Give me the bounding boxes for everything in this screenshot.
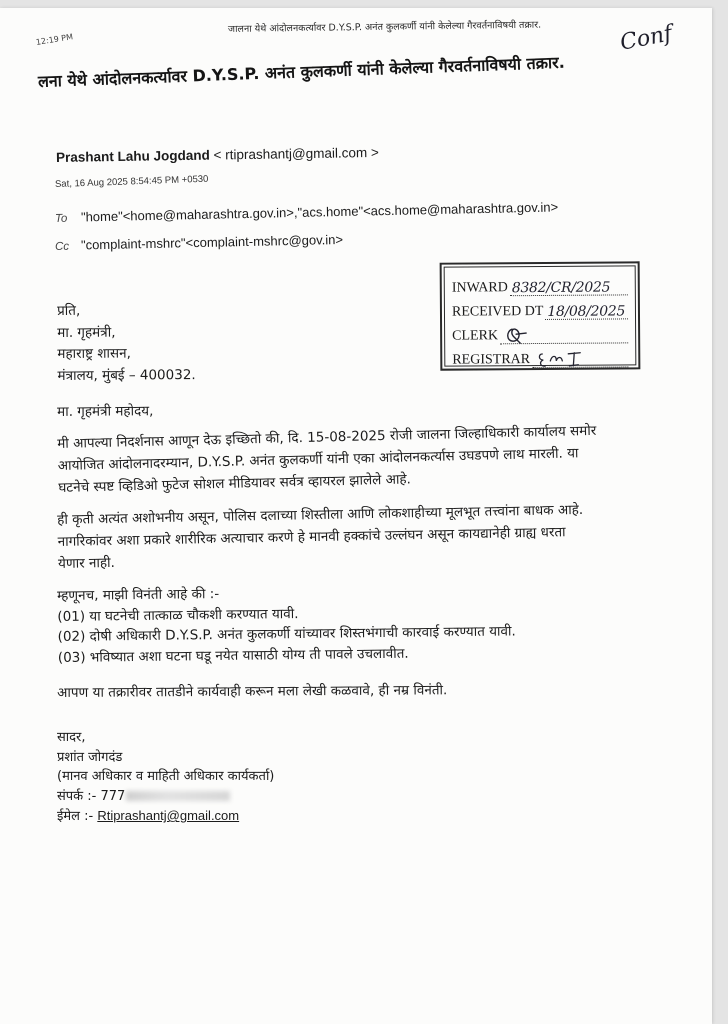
signoff-email-label: ईमेल :- bbox=[57, 809, 98, 824]
address-line: मा. गृहमंत्री, bbox=[57, 324, 116, 341]
to-label: To bbox=[54, 212, 68, 225]
stamp-clerk-label: CLERK bbox=[452, 328, 499, 344]
handwritten-note: Conf bbox=[618, 21, 675, 56]
paragraph-violation bbox=[57, 496, 686, 574]
signoff-email: Rtiprashantj@gmail.com bbox=[97, 808, 240, 823]
address-line: महाराष्ट्र शासन, bbox=[57, 345, 131, 362]
print-timestamp: 12:19 PM bbox=[35, 32, 74, 47]
address-line: प्रति, bbox=[57, 302, 81, 319]
letter-body bbox=[57, 301, 685, 827]
cc-label: Cc bbox=[54, 240, 70, 253]
signoff-contact-row bbox=[57, 787, 685, 807]
cc-recipients: "complaint-mshrc"<complaint-mshrc@gov.in> bbox=[80, 231, 344, 253]
recipient-address bbox=[57, 297, 686, 387]
signoff-contact: संपर्क :- 777 bbox=[57, 788, 126, 804]
paragraph-line: मी आपल्या निदर्शनास आणून देऊ इच्छितो की, दि. 15-08-2025 रोजी जालना जिल्हाधिकारी कार्यालय समोर bbox=[57, 422, 597, 452]
signoff-email-row bbox=[57, 806, 685, 827]
stamp-registrar-label: REGISTRAR bbox=[452, 352, 531, 368]
stamp-inward-label: INWARD bbox=[451, 280, 508, 296]
paragraph-line: येणार नाही. bbox=[57, 554, 116, 572]
paragraph-line: नागरिकांवर अशा प्रकारे शारीरिक अत्याचार करणे हे मानवी हक्कांचे उल्लंघन असून कायद्यानेही ग्राह्य धरता bbox=[57, 523, 566, 550]
stamp-inward-field bbox=[510, 279, 628, 296]
signoff-greeting: सादर, bbox=[57, 730, 86, 745]
request-item: (01) या घटनेची तात्काळ चौकशी करण्यात यावी. bbox=[57, 605, 299, 624]
to-recipients: "home"<home@maharashtra.gov.in>,"acs.home"<acs.home@maharashtra.gov.in> bbox=[80, 199, 559, 225]
print-running-title: जालना येथे आंदोलनकर्त्यावर D.Y.S.P. अनंत कुलकर्णी यांनी केलेल्या गैरवर्तनाविषयी तक्रार. bbox=[227, 19, 542, 35]
stamp-received-label: RECEIVED DT bbox=[451, 303, 544, 320]
request-intro: म्हणूनच, माझी विनंती आहे की :- bbox=[57, 585, 220, 604]
email-subject: लना येथे आंदोलनकर्त्यावर D.Y.S.P. अनंत कुलकर्णी यांनी केलेल्या गैरवर्तनाविषयी तक्रार. bbox=[37, 52, 566, 91]
paragraph-incident bbox=[57, 417, 686, 498]
address-line: मंत्रालय, मुंबई – 400032. bbox=[57, 366, 196, 384]
sender-name: Prashant Lahu Jogdand bbox=[55, 147, 210, 165]
paragraph-line: आयोजित आंदोलनादरम्यान, D.Y.S.P. अनंत कुलकर्णी यांनी एका आंदोलनकर्त्यास उघडपणे लाथ मारली. या bbox=[57, 444, 579, 474]
request-list bbox=[57, 578, 686, 668]
request-item: (02) दोषी अधिकारी D.Y.S.P. अनंत कुलकर्णी यांच्यावर शिस्तभंगाची कारवाई करण्यात यावी. bbox=[57, 622, 516, 645]
sender-email: < rtiprashantj@gmail.com > bbox=[213, 144, 379, 163]
closing-line: आपण या तक्रारीवर तातडीने कार्यवाही करून मला लेखी कळवावे, ही नम्र विनंती. bbox=[57, 681, 448, 701]
signoff-designation: (मानव अधिकार व माहिती अधिकार कार्यकर्ता) bbox=[57, 769, 275, 784]
stamp-received-date: 18/08/2025 bbox=[547, 303, 626, 320]
request-item: (03) भविष्यात अशा घटना घडू नयेत यासाठी योग्य ती पावले उचलावीत. bbox=[57, 644, 409, 665]
signoff bbox=[57, 728, 685, 827]
signoff-name: प्रशांत जोगदंड bbox=[57, 749, 123, 765]
paragraph-line: घटनेचे स्पष्ट व्हिडिओ फुटेज सोशल मीडियावर सर्वत्र व्हायरल झालेले आहे. bbox=[58, 470, 412, 496]
stamp-row-inward bbox=[452, 271, 628, 296]
paragraph-line: ही कृती अत्यंत अशोभनीय असून, पोलिस दलाच्या शिस्तीला आणि लोकशाहीच्या मूलभूत तत्त्वांना बाधक आहे. bbox=[57, 501, 584, 528]
stamp-inward-number: 8382/CR/2025 bbox=[511, 279, 611, 297]
email-date: Sat, 16 Aug 2025 8:54:45 PM +0530 bbox=[54, 173, 209, 190]
salutation: मा. गृहमंत्री महोदय, bbox=[57, 403, 154, 420]
redaction-blur bbox=[126, 791, 230, 801]
